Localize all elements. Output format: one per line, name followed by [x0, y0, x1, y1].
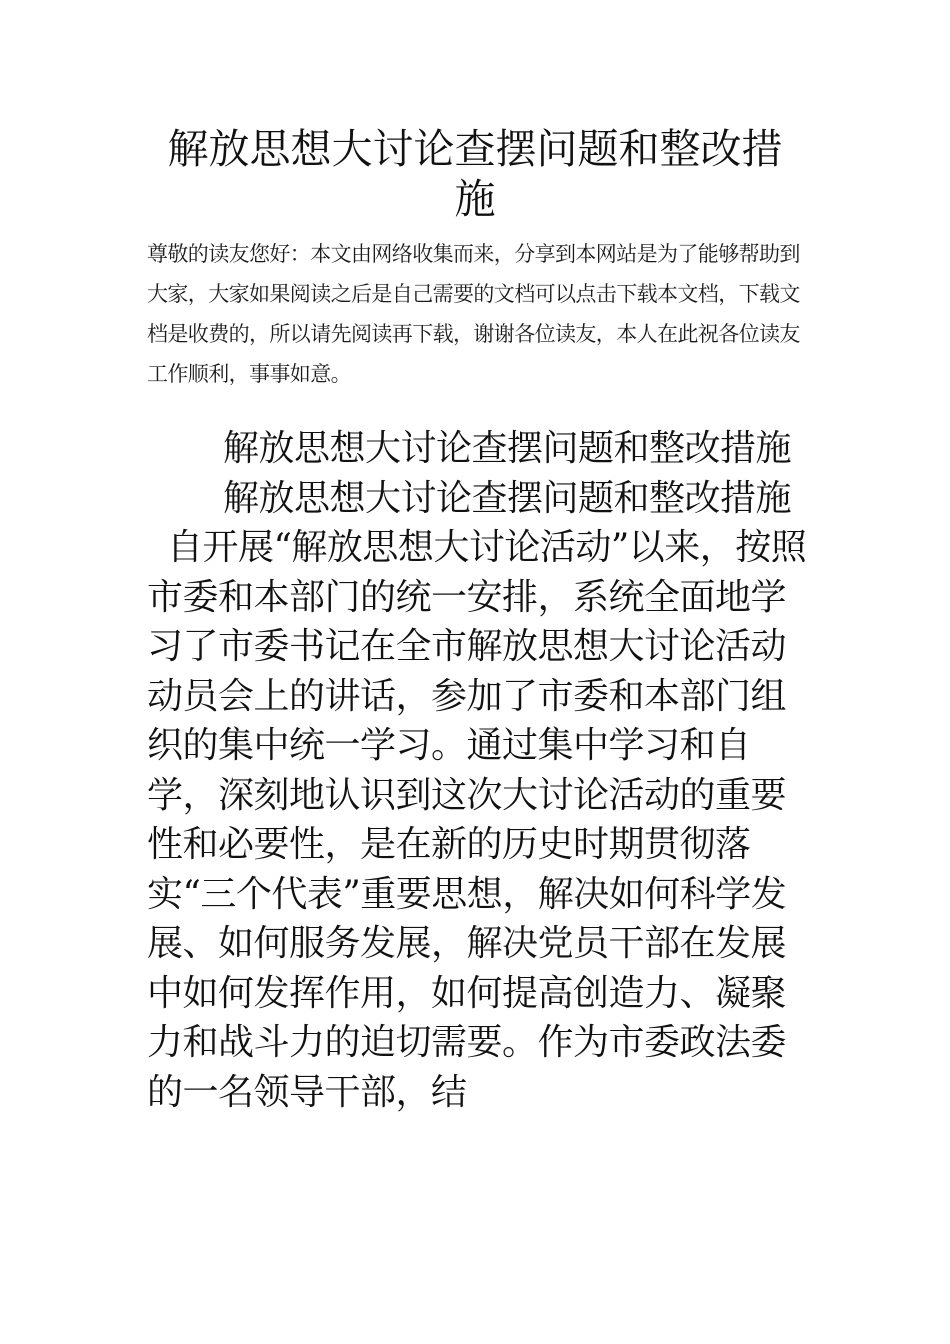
document-body — [147, 424, 809, 1117]
body-paragraph: 自开展“解放思想大讨论活动”以来，按照市委和本部门的统一安排，系统全面地学习了市委书记在全市解放思想大讨论活动动员会上的讲话，参加了市委和本部门组织的集中统一学习。通过集中学习和自学，深刻地认识到这次大讨论活动的重要性和必要性，是在新的历史时期贯彻落实“三个代表”重要思想，解决如何科学发展、如何服务发展，解决党员干部在发展中如何发挥作用，如何提高创造力、凝聚力和战斗力的迫切需要。作为市委政法委的一名领导干部，结 — [147, 527, 807, 1113]
document-title: 解放思想大讨论查摆问题和整改措施 — [167, 125, 783, 223]
body-heading-2: 解放思想大讨论查摆问题和整改措施 — [223, 477, 792, 519]
reader-notice: 尊敬的读友您好：本文由网络收集而来，分享到本网站是为了能够帮助到大家，大家如果阅读之后是自己需要的文档可以点击下载本文档，下载文档是收费的，所以请先阅读再下载，谢谢各位读友，本人在此祝各位读友工作顺利，事事如意。 — [147, 242, 800, 386]
body-heading-1: 解放思想大讨论查摆问题和整改措施 — [223, 428, 792, 469]
